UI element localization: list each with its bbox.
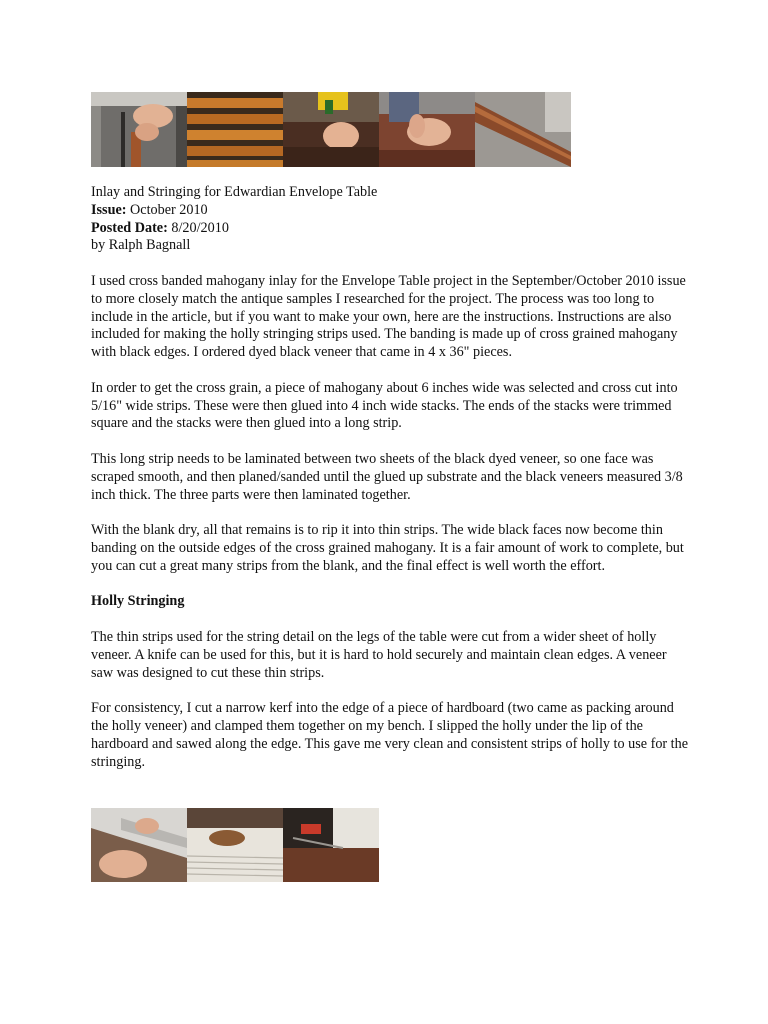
issue-label: Issue:: [91, 201, 127, 218]
article-title: Inlay and Stringing for Edwardian Envelope Table: [91, 184, 378, 200]
photo-clamping-veneer: [283, 92, 379, 167]
photo-hands-sanding: [379, 92, 475, 167]
paragraph: With the blank dry, all that remains is to rip it into thin strips. The wide black faces now become thin banding on the outside edges of the cross grained mahogany. It is a fair amount of work to complete, but you can cut a great many strips from the blank, and the final effect is well worth the effort.: [91, 522, 684, 574]
paragraph: I used cross banded mahogany inlay for the Envelope Table project in the September/October 2010 issue to more closely match the antique samples I researched for the project. The process was too long to include in the article, but if you want to make your own, here are the instructions. Instructions are also included for making the holly stringing strips used. The banding is made up of cross grained mahogany with black edges. I ordered dyed black veneer that came in 4 x 36" pieces.: [91, 272, 686, 361]
top-photo-strip: [91, 92, 571, 167]
posted-line: [91, 220, 691, 238]
posted-value: 8/20/2010: [167, 219, 229, 236]
paragraph: For consistency, I cut a narrow kerf into the edge of a piece of hardboard (two came as packing around the holly veneer) and clamped them together on my bench. I slipped the holly under the lip of the hardboard and sawed along the edge. This gave me very clean and consistent strips of holly to use for the stringing.: [91, 700, 689, 770]
article-body: [91, 184, 691, 789]
section-heading: Holly Stringing: [91, 593, 185, 610]
paragraph: This long strip needs to be laminated between two sheets of the black dyed veneer, so one face was scraped smooth, and then planed/sanded until the glued up substrate and the black veneers measured 3/8 inch thick. The three parts were then laminated together.: [91, 450, 683, 503]
photo-hardboard-hand: [91, 808, 187, 882]
photo-blade-closeup: [475, 92, 571, 167]
byline: by Ralph Bagnall: [91, 237, 191, 254]
bottom-photo-strip: [91, 808, 379, 882]
photo-veneer-saw: [283, 808, 379, 882]
photo-holly-strips: [187, 808, 283, 882]
article-meta: [91, 184, 691, 255]
photo-mahogany-strips: [187, 92, 283, 167]
photo-table-saw-hands: [91, 92, 187, 167]
issue-value: October 2010: [126, 201, 208, 218]
issue-line: [91, 202, 691, 220]
paragraph: The thin strips used for the string detail on the legs of the table were cut from a wider sheet of holly veneer. A knife can be used for this, but it is hard to hold securely and maintain clean edges. A veneer saw was designed to cut these thin strips.: [91, 628, 667, 681]
posted-label: Posted Date:: [91, 219, 168, 236]
paragraph: In order to get the cross grain, a piece of mahogany about 6 inches wide was selected and cross cut into 5/16" wide strips. These were then glued into 4 inch wide stacks. The ends of the stacks were trimmed square and the stacks were then glued into a long strip.: [91, 379, 678, 432]
